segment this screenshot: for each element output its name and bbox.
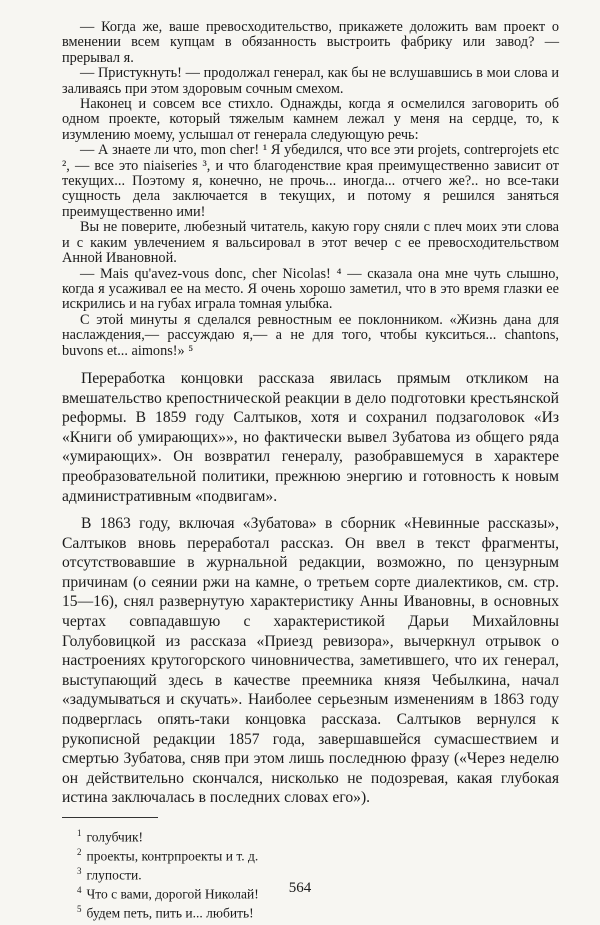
quoted-excerpt: [62, 20, 559, 359]
quote-paragraph: — А знаете ли что, mon cher! ¹ Я убедился, что все эти projets, contreprojets etc ², — все это niaiseries ³, и что благоденствие края преимущественно зависит от текущих... Поэтому я, конечно, не прочь... иногда... отчего же?.. но все-таки сущность дела заключается в текущих, и потому я решился заняться преимущественно ими!: [62, 142, 559, 220]
quote-paragraph: — Mais qu'avez-vous donc, cher Nicolas! ⁴ — сказала она мне чуть слышно, когда я усаживал ее на место. Я очень хорошо заметил, что в это время глазки ее искрились и на губах играла томная улыбка.: [62, 265, 559, 313]
footnote-number: 3: [77, 866, 82, 876]
body-paragraph: В 1863 году, включая «Зубатова» в сборник «Невинные рассказы», Салтыков вновь переработал рассказ. Он ввел в текст фрагменты, отсутствовавшие в журнальной редакции, возможно, по цензурным причинам (о сеянии ржи на камне, о третьем сорте диалектиков, см. стр. 15—16), снял развернутую характеристику Анны Ивановны, в основных чертах совпадавшую с характеристикой Дарьи Михайловны Голубовицкой из рассказа «Приезд ревизора», вычеркнул отрывок о настроениях крутогорского чиновничества, заметившего, что их генерал, выступающий здесь в качестве преемника князя Чебылкина, начал «задумываться и скучать». Наиболее серьезным изменениям в 1863 году подверглась опять-таки концовка рассказа. Салтыков вернулся к рукописной редакции 1857 года, завершавшейся сумасшествием и смертью Зубатова, сняв при этом лишь последнюю фразу («Через неделю он действительно скончался, нисколько не подозревая, какая глубокая истина заключалась в последних словах его»).: [62, 515, 559, 807]
footnote-number: 5: [77, 904, 82, 914]
footnote: [77, 902, 559, 921]
footnote: [77, 826, 559, 845]
footnote-text: Что с вами, дорогой Николай!: [86, 886, 259, 902]
quote-paragraph: С этой минуты я сделался ревностным ее поклонником. «Жизнь дана для наслаждения,— рассуждаю я,— а не для того, чтобы кукситься... chantons, buvons et... aimons!» ⁵: [62, 311, 559, 359]
footnote-number: 4: [77, 885, 82, 895]
quote-paragraph: — Пристукнуть! — продолжал генерал, как бы не вслушавшись в мои слова и заливаясь при этом здоровым сочным смехом.: [62, 65, 559, 97]
footnote-divider: [62, 817, 158, 818]
quote-paragraph: — Когда же, ваше превосходительство, прикажете доложить вам проект о вменении всем купцам в обязанность выстроить фабрику или завод? — прерывал я.: [62, 19, 559, 66]
footnote-text: проекты, контрпроекты и т. д.: [86, 848, 259, 864]
footnote: [77, 845, 559, 864]
footnote-text: голубчик!: [86, 829, 144, 845]
footnote-number: 2: [77, 847, 82, 857]
footnote-number: 1: [77, 828, 82, 838]
quote-paragraph: Вы не поверите, любезный читатель, какую гору сняли с плеч моих эти слова и с каким увлечением я вальсировал в этот вечер с ее превосходительством Анной Ивановной.: [62, 219, 559, 267]
commentary: [62, 369, 559, 808]
footnote-text: будем петь, пить и... любить!: [86, 905, 254, 921]
quote-paragraph: Наконец и совсем все стихло. Однажды, когда я осмелился заговорить об одном проекте, который тяжелым камнем лежал у меня на сердце, то, к изумлению моему, услышал от генерала следующую речь:: [62, 96, 559, 143]
footnotes: [62, 826, 559, 921]
body-paragraph: Переработка концовки рассказа явилась прямым откликом на вмешательство крепостнической реакции в дело подготовки крестьянской реформы. В 1859 году Салтыков, хотя и сохранил подзаголовок «Из «Книги об умирающих»», но фактически вывел Зубатова из общего ряда «умирающих». Он возвратил генералу, разобравшемуся в характере преобразовательной политики, прежнюю энергию и готовность к новым административным «подвигам».: [62, 369, 559, 505]
footnote-text: глупости.: [86, 867, 142, 883]
page-number: 564: [288, 880, 312, 896]
